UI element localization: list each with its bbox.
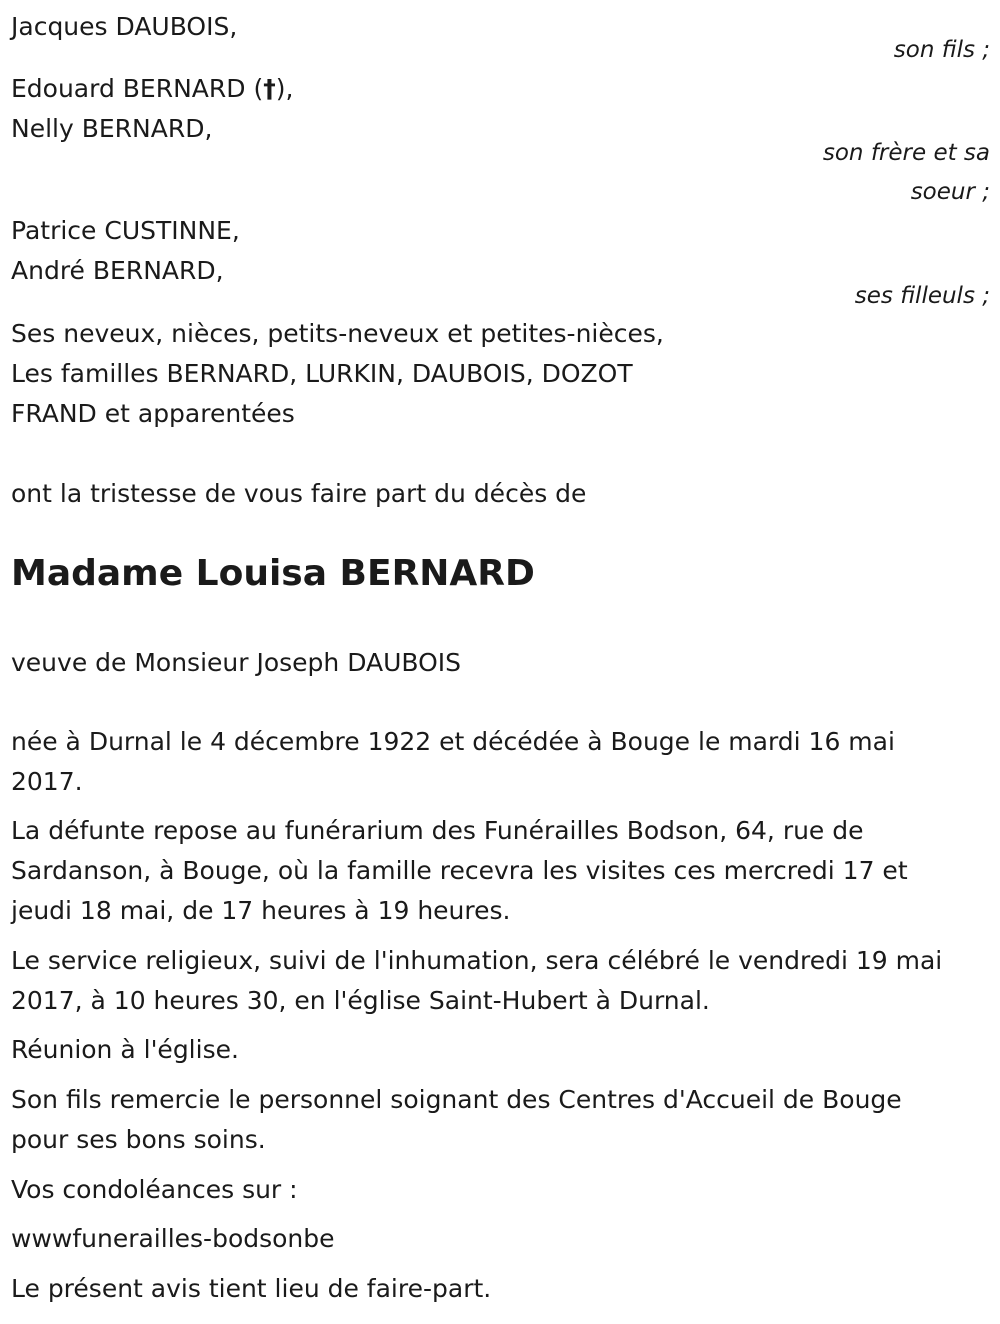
sibling-1-name: Edouard BERNARD (: [11, 74, 264, 103]
notice-statement: Le présent avis tient lieu de faire-part.: [11, 1274, 492, 1303]
cross-icon: †: [263, 74, 276, 103]
announcement-intro: ont la tristesse de vous faire part du décès de: [11, 479, 587, 508]
extended-family-line-3: FRAND et apparentées: [11, 399, 295, 428]
extended-family-line-1: Ses neveux, nièces, petits-neveux et petites-nièces,: [11, 319, 664, 348]
sibling-2-name: Nelly BERNARD,: [11, 114, 213, 143]
son-relation: son fils ;: [893, 37, 990, 63]
condolences-label: Vos condoléances sur :: [11, 1175, 298, 1204]
son-name: Jacques DAUBOIS,: [11, 12, 238, 41]
deceased-name: Madame Louisa BERNARD: [11, 553, 535, 594]
birth-death-line-2: 2017.: [11, 767, 83, 796]
godchild-1-name: Patrice CUSTINNE,: [11, 216, 240, 245]
godchildren-relation: ses filleuls ;: [854, 283, 990, 309]
extended-family-line-2: Les familles BERNARD, LURKIN, DAUBOIS, DOZOT: [11, 359, 633, 388]
service-line-2: 2017, à 10 heures 30, en l'église Saint-Hubert à Durnal.: [11, 986, 710, 1015]
meeting-note: Réunion à l'église.: [11, 1035, 239, 1064]
widow-of: veuve de Monsieur Joseph DAUBOIS: [11, 648, 462, 677]
rest-line-1: La défunte repose au funérarium des Funérailles Bodson, 64, rue de: [11, 816, 864, 845]
service-line-1: Le service religieux, suivi de l'inhumation, sera célébré le vendredi 19 mai: [11, 946, 943, 975]
birth-death-line-1: née à Durnal le 4 décembre 1922 et décédée à Bouge le mardi 16 mai: [11, 727, 895, 756]
thanks-line-2: pour ses bons soins.: [11, 1125, 266, 1154]
condolences-website: wwwfunerailles-bodsonbe: [11, 1224, 335, 1253]
siblings-relation-line-1: son frère et sa: [822, 140, 990, 166]
siblings-relation-line-2: soeur ;: [910, 179, 990, 205]
rest-line-2: Sardanson, à Bouge, où la famille recevra les visites ces mercredi 17 et: [11, 856, 908, 885]
rest-line-3: jeudi 18 mai, de 17 heures à 19 heures.: [11, 896, 511, 925]
sibling-1-line: [11, 69, 293, 109]
godchild-2-name: André BERNARD,: [11, 256, 224, 285]
thanks-line-1: Son fils remercie le personnel soignant des Centres d'Accueil de Bouge: [11, 1085, 902, 1114]
sibling-1-suffix: ),: [275, 74, 294, 103]
